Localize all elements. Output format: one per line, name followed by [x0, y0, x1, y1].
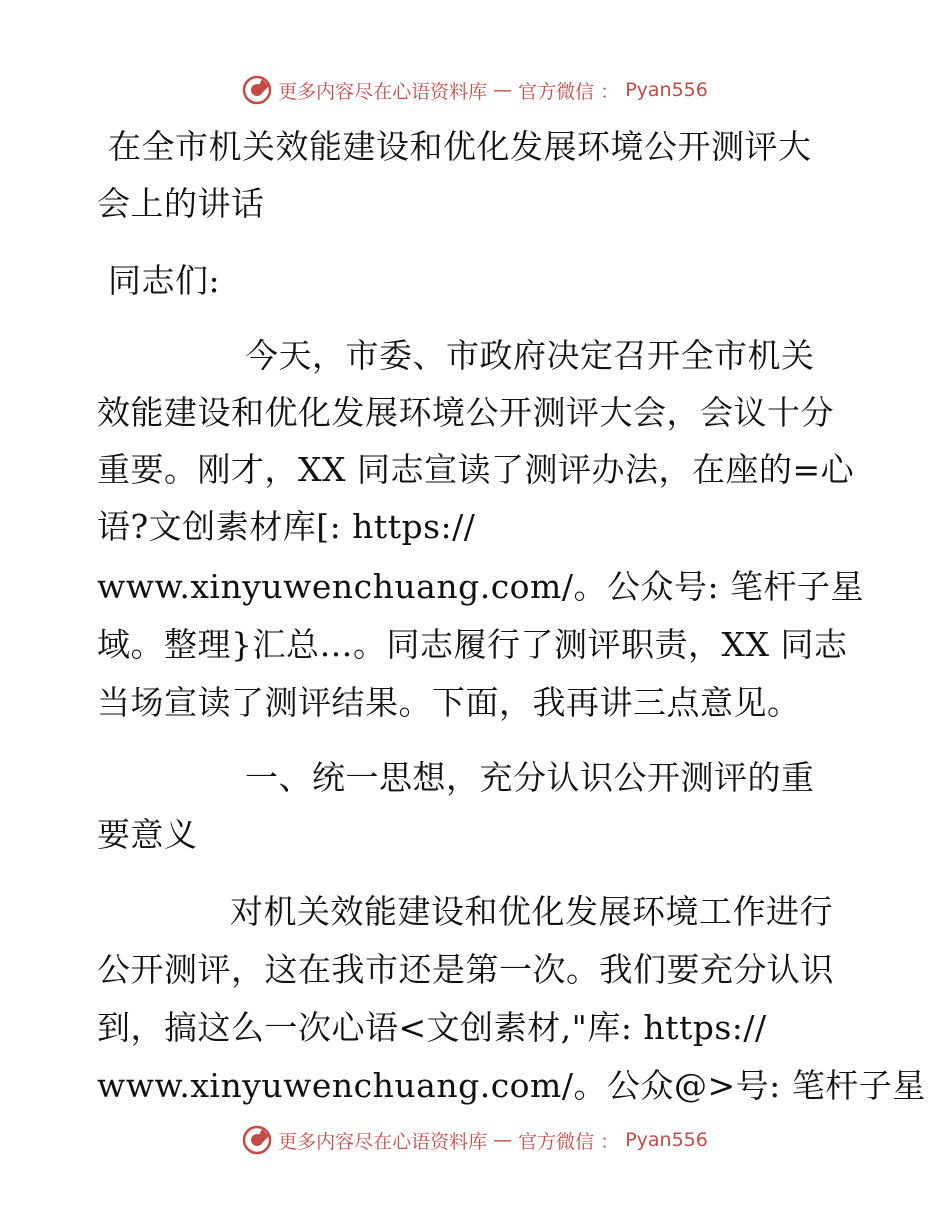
- footer-watermark: [0, 1120, 950, 1160]
- paragraph1-line-4: 语?文创素材库[: https://: [97, 507, 476, 546]
- paragraph1-line-7: 当场宣读了测评结果。下面，我再讲三点意见。: [97, 683, 801, 722]
- brand-logo-icon: [242, 1125, 272, 1155]
- watermark-separator: ：: [600, 1130, 620, 1153]
- header-watermark: [0, 70, 950, 110]
- watermark-brand-text: 更多内容尽在心语资料库: [278, 80, 488, 103]
- watermark-account: Pyan556: [625, 1129, 708, 1151]
- document-title-line-2: 会上的讲话: [97, 184, 265, 223]
- paragraph2-line-4: www.xinyuwenchuang.com/。公众@>号: 笔杆子星: [97, 1066, 926, 1105]
- paragraph2-line-3: 到，搞这么一次心语<文创素材,"库: https://: [97, 1008, 767, 1047]
- section-heading-1-line-1: 一、统一思想，充分认识公开测评的重: [245, 758, 815, 797]
- salutation: 同志们:: [108, 261, 221, 300]
- paragraph2-line-2: 公开测评，这在我市还是第一次。我们要充分认识: [97, 950, 834, 989]
- document-title-line-1: 在全市机关效能建设和优化发展环境公开测评大: [108, 127, 812, 166]
- section-heading-1-line-2: 要意义: [97, 815, 198, 854]
- watermark-wechat-label: 官方微信: [518, 1130, 595, 1153]
- brand-logo-icon: [242, 75, 272, 105]
- paragraph2-line-1: 对机关效能建设和优化发展环境工作进行: [230, 892, 833, 931]
- watermark-brand-text: 更多内容尽在心语资料库: [278, 1130, 488, 1153]
- watermark-account: Pyan556: [625, 79, 708, 101]
- watermark-separator: ：: [600, 80, 620, 103]
- paragraph1-line-2: 效能建设和优化发展环境公开测评大会，会议十分: [97, 393, 834, 432]
- paragraph1-line-1: 今天，市委、市政府决定召开全市机关: [245, 336, 815, 375]
- paragraph1-line-6: 域。整理}汇总…。同志履行了测评职责，XX 同志: [97, 625, 848, 664]
- paragraph1-line-3: 重要。刚才，XX 同志宣读了测评办法，在座的=心: [97, 450, 855, 489]
- watermark-dash: —: [493, 79, 513, 101]
- watermark-wechat-label: 官方微信: [518, 80, 595, 103]
- watermark-dash: —: [493, 1129, 513, 1151]
- paragraph1-line-5: www.xinyuwenchuang.com/。公众号: 笔杆子星: [97, 567, 865, 606]
